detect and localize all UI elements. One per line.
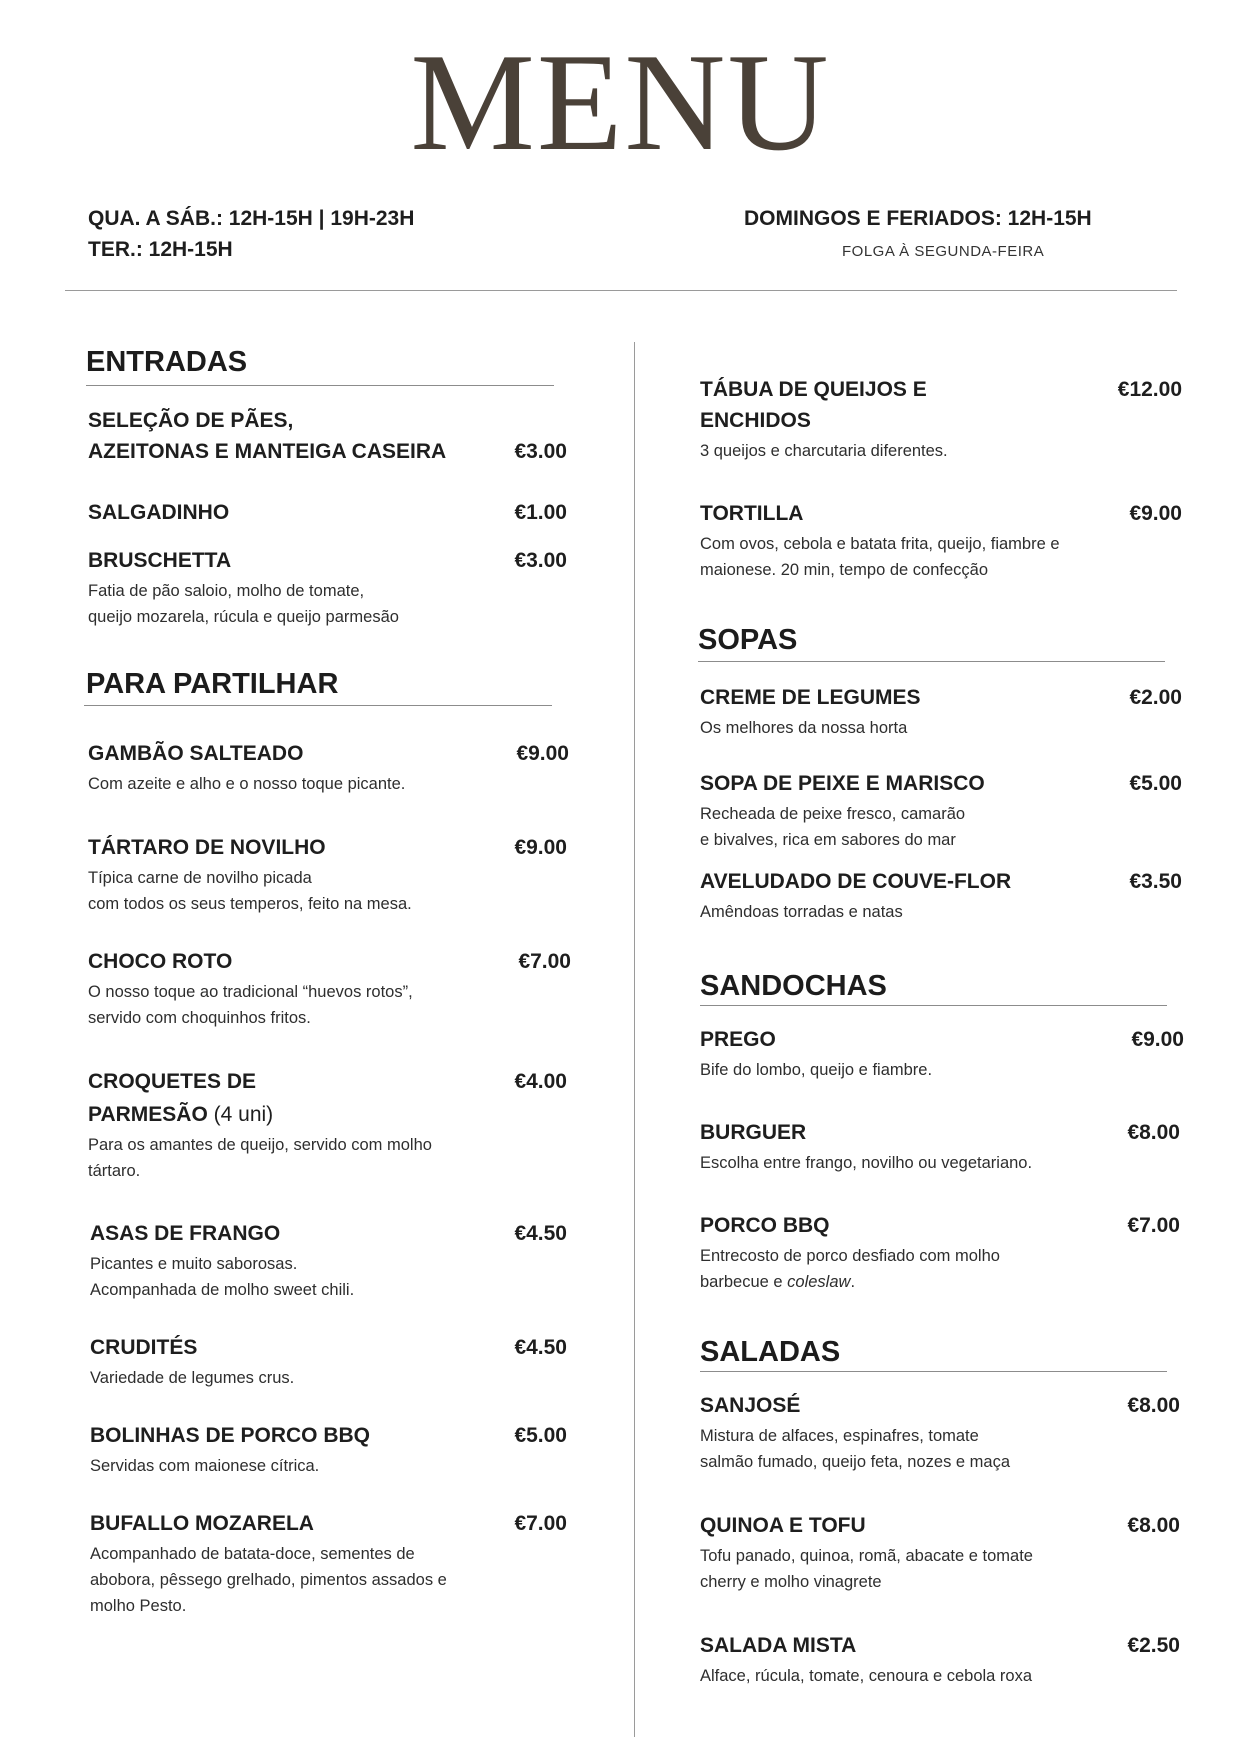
section-rule-sopas (698, 661, 1165, 662)
menu-item (88, 545, 399, 630)
item-price: €4.50 (514, 1222, 567, 1245)
item-price: €5.00 (514, 1424, 567, 1447)
item-description: Os melhores da nossa horta (700, 719, 908, 737)
item-name-line (88, 1099, 432, 1130)
item-name: BOLINHAS DE PORCO BBQ (90, 1424, 371, 1447)
item-price: €1.00 (514, 501, 567, 524)
hours-closed-day: FOLGA À SEGUNDA-FEIRA (842, 243, 1045, 260)
menu-item (700, 682, 921, 741)
item-price: €9.00 (1131, 1028, 1184, 1051)
item-description: cherry e molho vinagrete (700, 1573, 882, 1591)
menu-item (88, 738, 405, 797)
item-name: CROQUETES DE (88, 1070, 257, 1093)
hours-weekday: QUA. A SÁB.: 12H-15H | 19H-23H (88, 207, 415, 230)
item-price: €5.00 (1129, 772, 1182, 795)
item-name: CREME DE LEGUMES (700, 686, 921, 709)
item-price: €8.00 (1127, 1394, 1180, 1417)
item-description: Fatia de pão saloio, molho de tomate, (88, 582, 365, 600)
menu-item (88, 1066, 432, 1184)
item-name: SOPA DE PEIXE E MARISCO (700, 772, 985, 795)
menu-item (88, 946, 413, 1031)
item-description: Variedade de legumes crus. (90, 1369, 295, 1387)
item-price: €8.00 (1127, 1121, 1180, 1144)
item-description: Tofu panado, quinoa, romã, abacate e tomate (700, 1547, 1033, 1565)
item-description: Picantes e muito saborosas. (90, 1255, 298, 1273)
item-price: €2.50 (1127, 1634, 1180, 1657)
menu-item (700, 1390, 1010, 1475)
hours-tuesday: TER.: 12H-15H (88, 238, 233, 261)
menu-item (700, 1117, 1032, 1176)
item-price: €4.50 (514, 1336, 567, 1359)
item-description-line (700, 1269, 1000, 1295)
item-price: €7.00 (1127, 1214, 1180, 1237)
header-divider (65, 290, 1177, 291)
item-name: QUINOA E TOFU (700, 1514, 866, 1537)
item-description: Com azeite e alho e o nosso toque picante. (88, 775, 406, 793)
item-description-italic: coleslaw (787, 1273, 851, 1291)
item-price: €9.00 (516, 742, 569, 765)
item-name: TÁBUA DE QUEIJOS E (700, 378, 927, 401)
item-description: molho Pesto. (90, 1597, 187, 1615)
item-name: SELEÇÃO DE PÃES, (88, 409, 294, 432)
item-name: CHOCO ROTO (88, 950, 233, 973)
item-name: BUFALLO MOZARELA (90, 1512, 314, 1535)
item-description: Recheada de peixe fresco, camarão (700, 805, 966, 823)
item-price: €2.00 (1129, 686, 1182, 709)
item-description: barbecue e (700, 1273, 788, 1291)
item-description: Acompanhada de molho sweet chili. (90, 1281, 355, 1299)
item-name: CRUDITÉS (90, 1336, 198, 1359)
menu-item (88, 497, 229, 528)
item-description: e bivalves, rica em sabores do mar (700, 831, 956, 849)
menu-item (90, 1332, 294, 1391)
item-price: €8.00 (1127, 1514, 1180, 1537)
item-price: €3.50 (1129, 870, 1182, 893)
menu-item (700, 498, 1060, 583)
menu-item (700, 1510, 1033, 1595)
menu-item (90, 1508, 447, 1619)
item-price: €7.00 (518, 950, 571, 973)
item-description: servido com choquinhos fritos. (88, 1009, 311, 1027)
menu-item (700, 1024, 932, 1083)
column-divider (634, 342, 635, 1737)
item-name: SANJOSÉ (700, 1394, 801, 1417)
item-description: . (850, 1273, 856, 1291)
item-name: GAMBÃO SALTEADO (88, 742, 304, 765)
item-description: Servidas com maionese cítrica. (90, 1457, 320, 1475)
section-title-saladas: SALADAS (700, 1336, 841, 1368)
section-rule-para-partilhar (84, 705, 552, 706)
item-name: PORCO BBQ (700, 1214, 830, 1237)
item-price: €12.00 (1117, 378, 1182, 401)
item-name: AVELUDADO DE COUVE-FLOR (700, 870, 1012, 893)
menu-item (700, 374, 948, 464)
item-name: SALADA MISTA (700, 1634, 857, 1657)
item-name: TÁRTARO DE NOVILHO (88, 836, 326, 859)
item-price: €3.00 (514, 549, 567, 572)
item-description: Bife do lombo, queijo e fiambre. (700, 1061, 933, 1079)
section-title-entradas: ENTRADAS (86, 346, 248, 378)
item-description: Amêndoas torradas e natas (700, 903, 903, 921)
item-description: com todos os seus temperos, feito na mesa. (88, 895, 412, 913)
item-description: abobora, pêssego grelhado, pimentos assados e (90, 1571, 447, 1589)
item-name: ASAS DE FRANGO (90, 1222, 281, 1245)
menu-item (88, 832, 412, 917)
section-rule-sandochas (700, 1005, 1167, 1006)
item-name: PARMESÃO (88, 1103, 208, 1126)
item-price: €4.00 (514, 1070, 567, 1093)
item-name: AZEITONAS E MANTEIGA CASEIRA (88, 440, 447, 463)
menu-title: MENU (410, 25, 831, 180)
item-price: €9.00 (1129, 502, 1182, 525)
section-rule-saladas (700, 1371, 1167, 1372)
item-name: SALGADINHO (88, 501, 230, 524)
item-description: salmão fumado, queijo feta, nozes e maça (700, 1453, 1011, 1471)
item-description: Típica carne de novilho picada (88, 869, 312, 887)
item-price: €7.00 (514, 1512, 567, 1535)
item-name: TORTILLA (700, 502, 804, 525)
item-description: Entrecosto de porco desfiado com molho (700, 1247, 1000, 1265)
section-title-sandochas: SANDOCHAS (700, 970, 887, 1002)
item-name: BURGUER (700, 1121, 807, 1144)
item-description: Escolha entre frango, novilho ou vegetariano. (700, 1154, 1033, 1172)
item-description: Para os amantes de queijo, servido com molho (88, 1136, 432, 1154)
section-title-sopas: SOPAS (698, 624, 798, 656)
menu-item (700, 866, 1011, 925)
item-description: maionese. 20 min, tempo de confecção (700, 561, 989, 579)
section-title-para-partilhar: PARA PARTILHAR (86, 668, 339, 700)
item-name: PREGO (700, 1028, 776, 1051)
item-price: €9.00 (514, 836, 567, 859)
menu-item (90, 1420, 370, 1479)
item-description: 3 queijos e charcutaria diferentes. (700, 442, 948, 460)
item-price: €3.00 (514, 440, 567, 463)
item-description: O nosso toque ao tradicional “huevos rotos”, (88, 983, 413, 1001)
menu-item (700, 1630, 1032, 1689)
hours-weekend: DOMINGOS E FERIADOS: 12H-15H (744, 207, 1092, 230)
section-rule-entradas (86, 385, 554, 386)
menu-item (700, 768, 985, 853)
item-description: Com ovos, cebola e batata frita, queijo, fiambre e (700, 535, 1060, 553)
item-description: tártaro. (88, 1162, 141, 1180)
item-name: BRUSCHETTA (88, 549, 232, 572)
item-quantity: (4 uni) (213, 1103, 274, 1126)
item-description: Acompanhado de batata-doce, sementes de (90, 1545, 415, 1563)
menu-item (88, 405, 446, 467)
item-description: queijo mozarela, rúcula e queijo parmesão (88, 608, 399, 626)
item-description: Mistura de alfaces, espinafres, tomate (700, 1427, 979, 1445)
menu-item (700, 1210, 1000, 1295)
item-description: Alface, rúcula, tomate, cenoura e cebola roxa (700, 1667, 1033, 1685)
menu-item (90, 1218, 354, 1303)
item-name: ENCHIDOS (700, 409, 811, 432)
